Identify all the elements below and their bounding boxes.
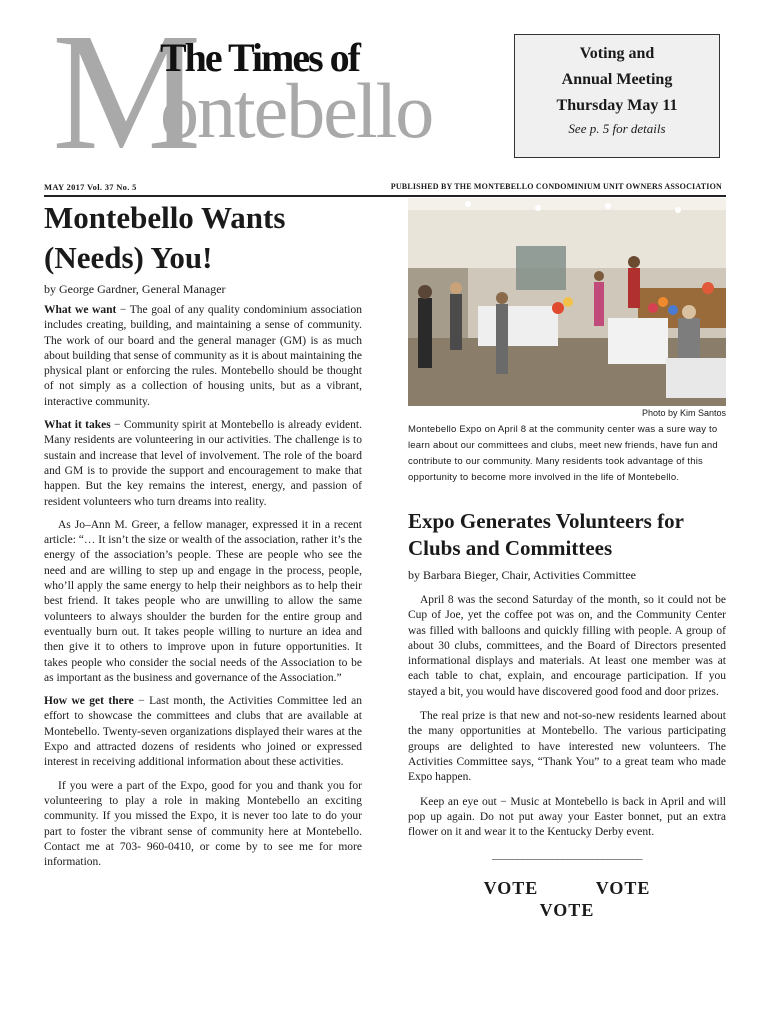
article1-p1-text: − The goal of any quality condominium association includes creating, building, and maintaining a sense of community. The work of our board and the general manager (GM) is as much about building that sense of community as it is about maintaining the physical plant or enforcing the rules. Montebello should be thought of not simply as a collection of housing units, but as a vibrant, interactive community. <box>44 304 363 408</box>
article1-paragraph-3: As Jo–Ann M. Greer, a fellow manager, expressed it in a recent article: “… It isn’t the size or wealth of the association, rather it’s the energy of the association’s people. These are people who see the need and are willing to step up and engage in the process, people, who’ll apply the same energy to help their neighbors as to help their best friend. It takes people who are unwilling to allow the same volunteers to always shoulder the burden for the entire group and eventually burn out. It takes people willing to nurture an idea and then give it to others to improve upon in future opportunities. It takes people who consider the social needs of the Association to be as important as the business and governance of the Association.” <box>44 518 362 684</box>
masthead-big-m: M <box>52 0 198 185</box>
article1-paragraph-5: If you were a part of the Expo, good for you and thank you for volunteering to play a role in making Montebello an exciting community. If you missed the Expo, it is never too late to do your part to foster the vibrant sense of community here at Montebello. Contact me at 703- 960-0410, or come by to see me for more information. <box>44 779 362 869</box>
expo-photo-image <box>408 198 726 406</box>
article1-byline: by George Gardner, General Manager <box>44 282 226 296</box>
article1-paragraph-4 <box>44 694 362 770</box>
photo-credit: Photo by Kim Santos <box>641 408 726 418</box>
vote-text-2: VOTE <box>595 878 651 899</box>
voting-notice-line3: Thursday May 11 <box>556 97 678 114</box>
masthead-the-times-of: The Times of <box>160 35 359 80</box>
article1-headline: Montebello Wants (Needs) You! <box>44 200 286 275</box>
voting-notice-box <box>514 34 720 158</box>
article2-paragraph-1: April 8 was the second Saturday of the month, so it could not be Cup of Joe, yet the coffee pot was on, and the Community Center was filled with balloons and quickly filling with people. A group of about 30 clubs, committees, and the Board of Directors presented informational displays and materials. At least one member was at each table to chat, explain, and encourage participation. If you stayed a bit, you would have discovered good food and door prizes. <box>408 594 726 698</box>
masthead-rule <box>44 195 726 197</box>
article2-headline: Expo Generates Volunteers for Clubs and Committees <box>408 509 684 560</box>
article2-paragraph-2: The real prize is that new and not-so-new residents learned about the many opportunities at Montebello. The various participating groups are delighted to have interested new volunteers. The Activities Committee says, “Thank You” to a great team who made Expo happen. <box>408 710 726 784</box>
article-expo-generates-volunteers <box>408 508 726 921</box>
vote-text-1: VOTE <box>483 878 539 899</box>
vote-row-top <box>408 877 726 899</box>
article1-paragraph-2 <box>44 418 362 510</box>
article-montebello-wants-you <box>44 198 362 878</box>
vote-text-3: VOTE <box>539 900 595 921</box>
article1-p4-text: − Last month, the Activities Committee led an effort to showcase the committees and clubs that are available at Montebello. Twenty-seven organizations displayed their wares at the Expo and attracted dozens of residents who joined or expressed interest in receiving additional information about these activities. <box>44 695 362 769</box>
issue-dateline: MAY 2017 Vol. 37 No. 5 <box>44 182 137 192</box>
article1-p2-lead: What it takes <box>44 419 111 432</box>
publisher-line: PUBLISHED BY THE MONTEBELLO CONDOMINIUM UNIT OWNERS ASSOCIATION <box>390 182 722 191</box>
article2-divider: ______________________________ <box>492 849 642 862</box>
voting-notice-line2: Annual Meeting <box>561 71 673 88</box>
article2-paragraph-3: Keep an eye out − Music at Montebello is back in April and will pop up again. Do not put away your Easter bonnet, put an extra flower on it and wear it to the Kentucky Derby event. <box>408 795 726 839</box>
article2-byline: by Barbara Bieger, Chair, Activities Committee <box>408 568 636 582</box>
expo-photo <box>408 198 726 406</box>
article1-p2-text: − Community spirit at Montebello is already evident. Many residents are volunteering in our activities. The challenge is to sustain and increase that level of involvement. The role of the board and GM is to provide the support and encouragement to make that happen. But the key remains the interest, energy, and passion of resident volunteers who turn dreams into reality. <box>44 419 362 508</box>
masthead-ontebello: ontebello <box>160 67 433 154</box>
article1-paragraph-1 <box>44 303 362 410</box>
article1-p1-lead: What we want <box>44 304 117 316</box>
article1-p4-lead: How we get there <box>44 695 134 708</box>
voting-notice-line1: Voting and <box>579 45 655 62</box>
vote-row-bottom <box>408 899 726 921</box>
voting-notice-details: See p. 5 for details <box>568 121 666 136</box>
photo-caption: Montebello Expo on April 8 at the community center was a sure way to learn about our committees and clubs, meet new friends, have fun and contribute to our community. Many residents took advantage of this opportunity to become more involved in the life of Montebello. <box>408 424 718 483</box>
